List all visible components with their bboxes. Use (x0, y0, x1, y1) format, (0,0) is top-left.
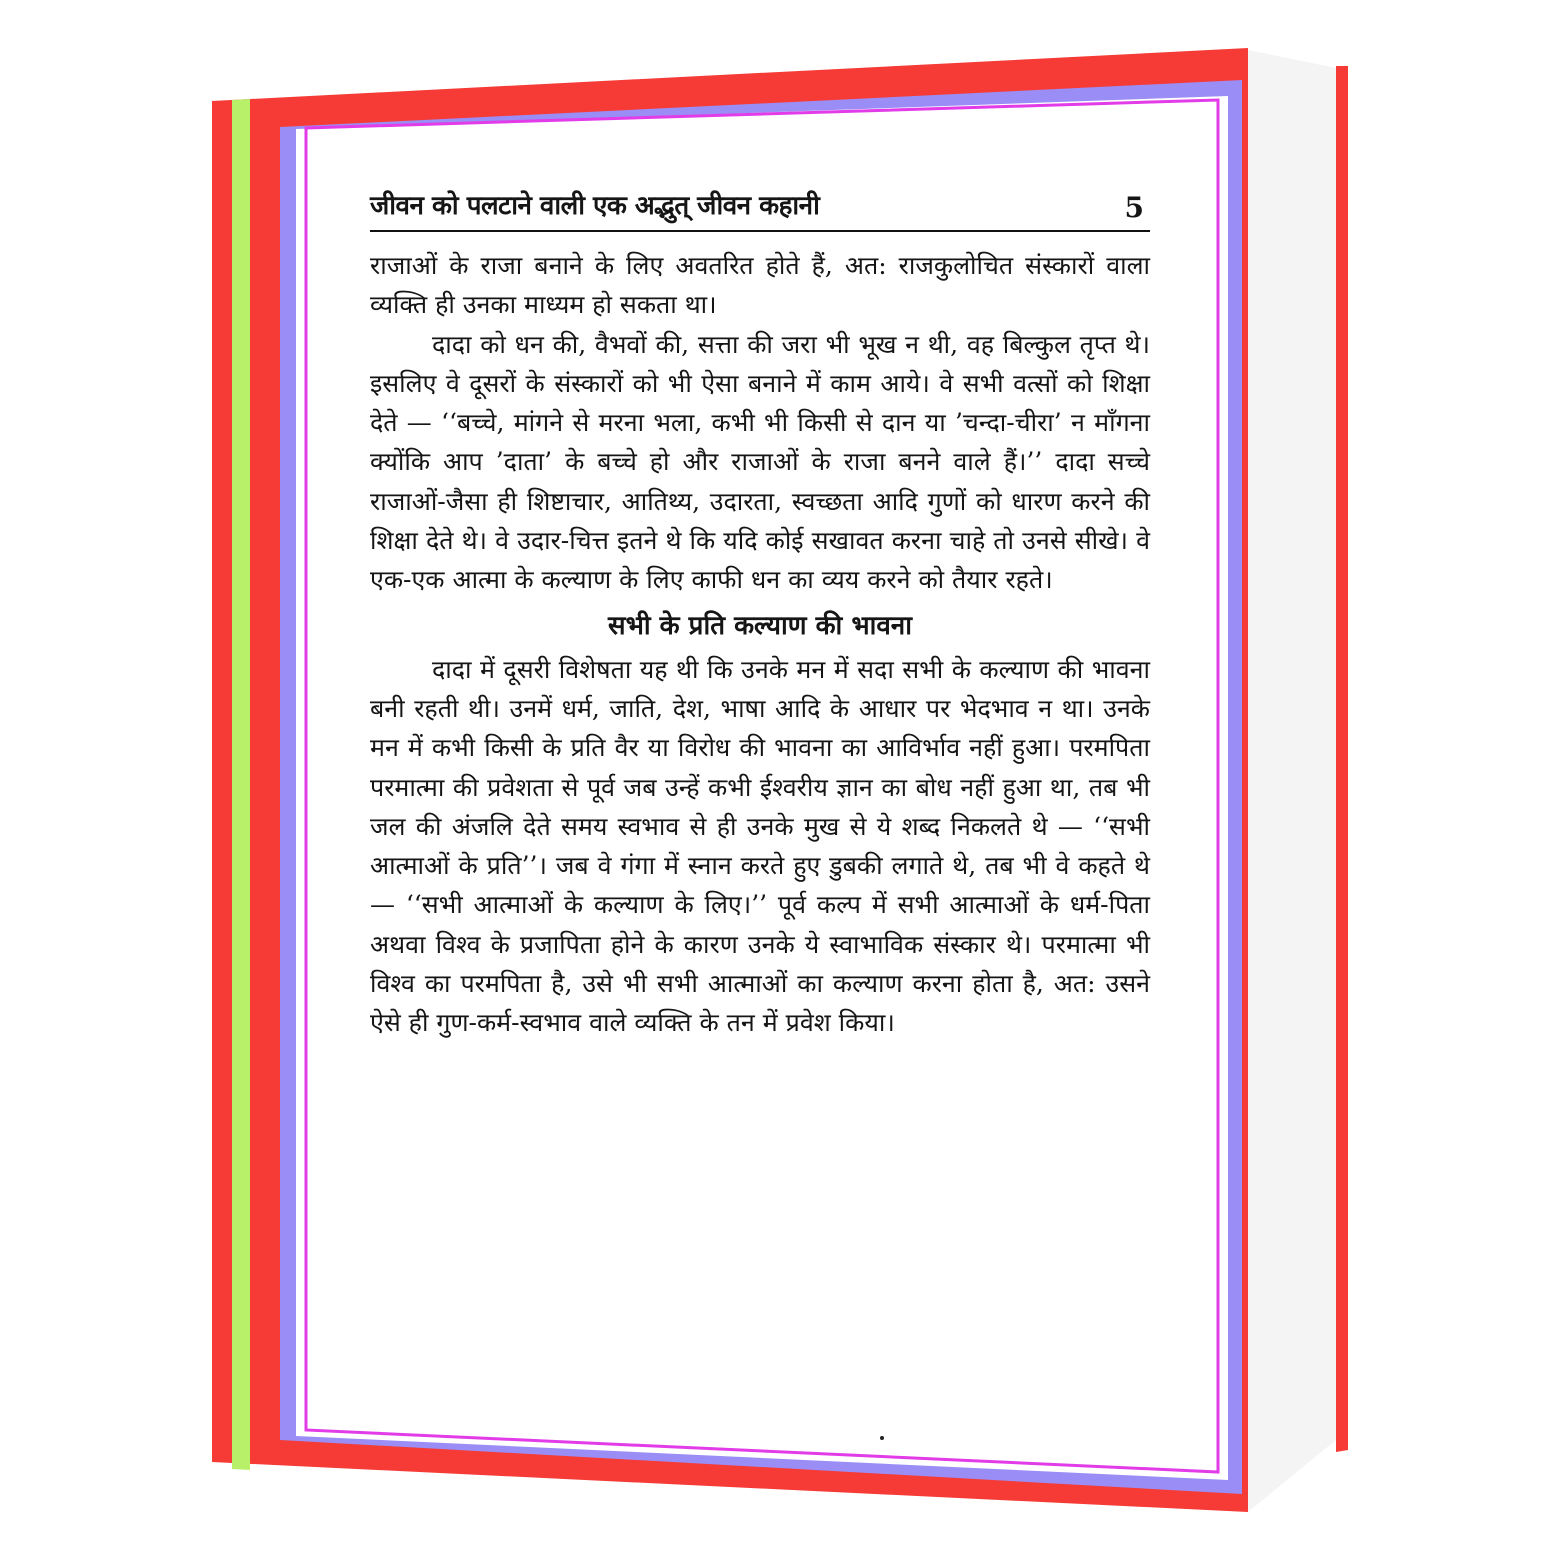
paragraph-welfare: दादा में दूसरी विशेषता यह थी कि उनके मन में सदा सभी के कल्याण की भावना बनी रहती थी। उनमें धर्म, जाति, देश, भाषा आदि के आधार पर भेदभाव न था। उनके मन में कभी किसी के प्रति वैर या विरोध की भावना का आविर्भाव नहीं हुआ। परमपिता परमात्मा की प्रवेशता से पूर्व जब उन्हें कभी ईश्वरीय ज्ञान का बोध नहीं हुआ था, तब भी जल की अंजलि देते समय स्वभाव से ही उनके मुख से ये शब्द निकलते थे — ‘‘सभी आत्माओं के प्रति’’। जब वे गंगा में स्नान करते हुए डुबकी लगाते थे, तब भी वे कहते थे — ‘‘सभी आत्माओं के कल्याण के लिए।’’ पूर्व कल्प में सभी आत्माओं के धर्म-पिता अथवा विश्व के प्रजापिता होने के कारण उनके ये स्वाभाविक संस्कार थे। परमात्मा भी विश्व का परमपिता है, उसे भी सभी आत्माओं का कल्याण करना होता है, अत: उसने ऐसे ही गुण-कर्म-स्वभाव वाले व्यक्ति के तन में प्रवेश किया। (370, 654, 1150, 1038)
spine-green-strip (232, 99, 250, 1470)
paragraph-dada-generosity: दादा को धन की, वैभवों की, सत्ता की जरा भी भूख न थी, वह बिल्कुल तृप्त थे। इसलिए वे दूसरों के संस्कारों को भी ऐसा बनाने में काम आये। वे सभी वत्सों को शिक्षा देते — ‘‘बच्चे, मांगने से मरना भला, कभी भी किसी से दान या ’चन्दा-चीरा’ न माँगना क्योंकि आप ’दाता’ के बच्चे हो और राजाओं के राजा बनने वाले हैं।’’ दादा सच्चे राजाओं-जैसा ही शिष्टाचार, आतिथ्य, उदारता, स्वच्छता आदि गुणों को धारण करने की शिक्षा देते थे। वे उदार-चित्त इतने थे कि यदि कोई सखावत करना चाहे तो उनसे सीखे। वे एक-एक आत्मा के कल्याण के लिए काफी धन का व्यय करने को तैयार रहते। (370, 329, 1150, 595)
section-heading: सभी के प्रति कल्याण की भावना (608, 610, 912, 641)
running-header (370, 180, 1150, 232)
back-cover-white (1248, 50, 1336, 1512)
paragraph-continued: राजाओं के राजा बनाने के लिए अवतरित होते हैं, अत: राजकुलोचित संस्कारों वाला व्यक्ति ही उनका माध्यम हो सकता था। (370, 251, 1150, 320)
back-cover-red-edge (1336, 66, 1348, 1452)
running-title: जीवन को पलटाने वाली एक अद्भुत् जीवन कहानी (370, 191, 820, 221)
page-number: 5 (1124, 191, 1144, 224)
page-speck (880, 1436, 884, 1440)
page-content (370, 180, 1150, 1043)
